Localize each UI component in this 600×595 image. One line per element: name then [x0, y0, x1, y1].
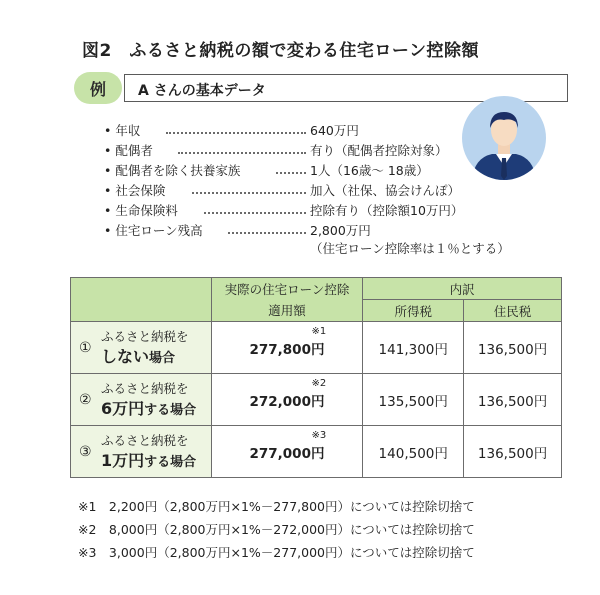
fact-label: • 年収 — [104, 123, 141, 138]
businessman-icon — [462, 96, 546, 180]
fact-loan-note: （住宅ローン控除率は１％とする） — [310, 241, 510, 256]
amount-value: 272,000円 — [249, 393, 325, 410]
header-income-tax: 所得税 — [363, 300, 464, 322]
row-suffix: する場合 — [144, 402, 197, 418]
resident-tax-value: 136,500円 — [464, 374, 562, 426]
leader-dots — [228, 221, 306, 241]
example-label: A さんの基本データ — [138, 83, 266, 99]
fact-label: • 生命保険料 — [104, 203, 178, 218]
applied-amount — [211, 374, 363, 426]
footnote-marker: ※3 — [311, 430, 327, 441]
footnote-marker: ※1 — [311, 326, 327, 337]
fact-label: • 配偶者 — [104, 143, 153, 158]
income-tax-value: 141,300円 — [363, 322, 464, 374]
header-applied: 実際の住宅ローン控除 — [211, 278, 363, 300]
row-label — [71, 374, 212, 426]
header-breakdown: 内訳 — [363, 278, 562, 300]
footnotes — [78, 495, 475, 564]
footnote-2: ※2 8,000円（2,800万円×1%－272,000円）については控除切捨て — [78, 522, 475, 537]
deduction-table — [70, 277, 562, 478]
row-number: ② — [79, 391, 92, 408]
table-row — [71, 322, 562, 374]
fact-value: 2,800万円 — [310, 223, 371, 238]
header-resident-tax: 住民税 — [464, 300, 562, 322]
row-label — [71, 322, 212, 374]
resident-tax-value: 136,500円 — [464, 426, 562, 478]
income-tax-value: 135,500円 — [363, 374, 464, 426]
footnote-marker: ※2 — [311, 378, 327, 389]
leader-dots — [276, 161, 306, 181]
row-suffix: する場合 — [144, 454, 197, 470]
figure-title: 図2 ふるさと納税の額で変わる住宅ローン控除額 — [82, 41, 479, 61]
row-suffix: 場合 — [149, 350, 176, 366]
income-tax-value: 140,500円 — [363, 426, 464, 478]
row-label — [71, 426, 212, 478]
amount-value: 277,800円 — [249, 341, 325, 358]
example-tag: 例 — [74, 72, 122, 104]
leader-dots — [178, 141, 306, 161]
fact-label: • 社会保険 — [104, 183, 166, 198]
applied-amount — [211, 322, 363, 374]
leader-dots — [192, 181, 306, 201]
fact-label: • 配偶者を除く扶養家族 — [104, 163, 241, 178]
fact-value: 1人（16歳～ 18歳） — [310, 163, 429, 178]
row-line1: ふるさと納税を — [101, 328, 189, 344]
leader-dots — [204, 201, 306, 221]
row-line1: ふるさと納税を — [101, 432, 189, 448]
footnote-1: ※1 2,200円（2,800万円×1%－277,800円）については控除切捨て — [78, 499, 475, 514]
table-row — [71, 374, 562, 426]
fact-value: 控除有り（控除額10万円） — [310, 203, 464, 218]
row-emphasis: 6万円 — [101, 398, 145, 418]
header-applied-sub: 適用額 — [211, 300, 363, 322]
applied-amount — [211, 426, 363, 478]
fact-value: 640万円 — [310, 123, 359, 138]
row-line1: ふるさと納税を — [101, 380, 189, 396]
fact-value: 有り（配偶者控除対象） — [310, 143, 448, 158]
row-emphasis: 1万円 — [101, 450, 145, 470]
fact-value: 加入（社保、協会けんぽ） — [310, 183, 461, 198]
fact-label: • 住宅ローン残高 — [104, 223, 203, 238]
leader-dots — [166, 121, 306, 141]
amount-value: 277,000円 — [249, 445, 325, 462]
resident-tax-value: 136,500円 — [464, 322, 562, 374]
row-number: ③ — [79, 443, 92, 460]
footnote-3: ※3 3,000円（2,800万円×1%－277,000円）については控除切捨て — [78, 545, 475, 560]
row-number: ① — [79, 339, 92, 356]
row-emphasis: しない — [101, 346, 150, 366]
header-blank — [71, 278, 212, 322]
table-row — [71, 426, 562, 478]
